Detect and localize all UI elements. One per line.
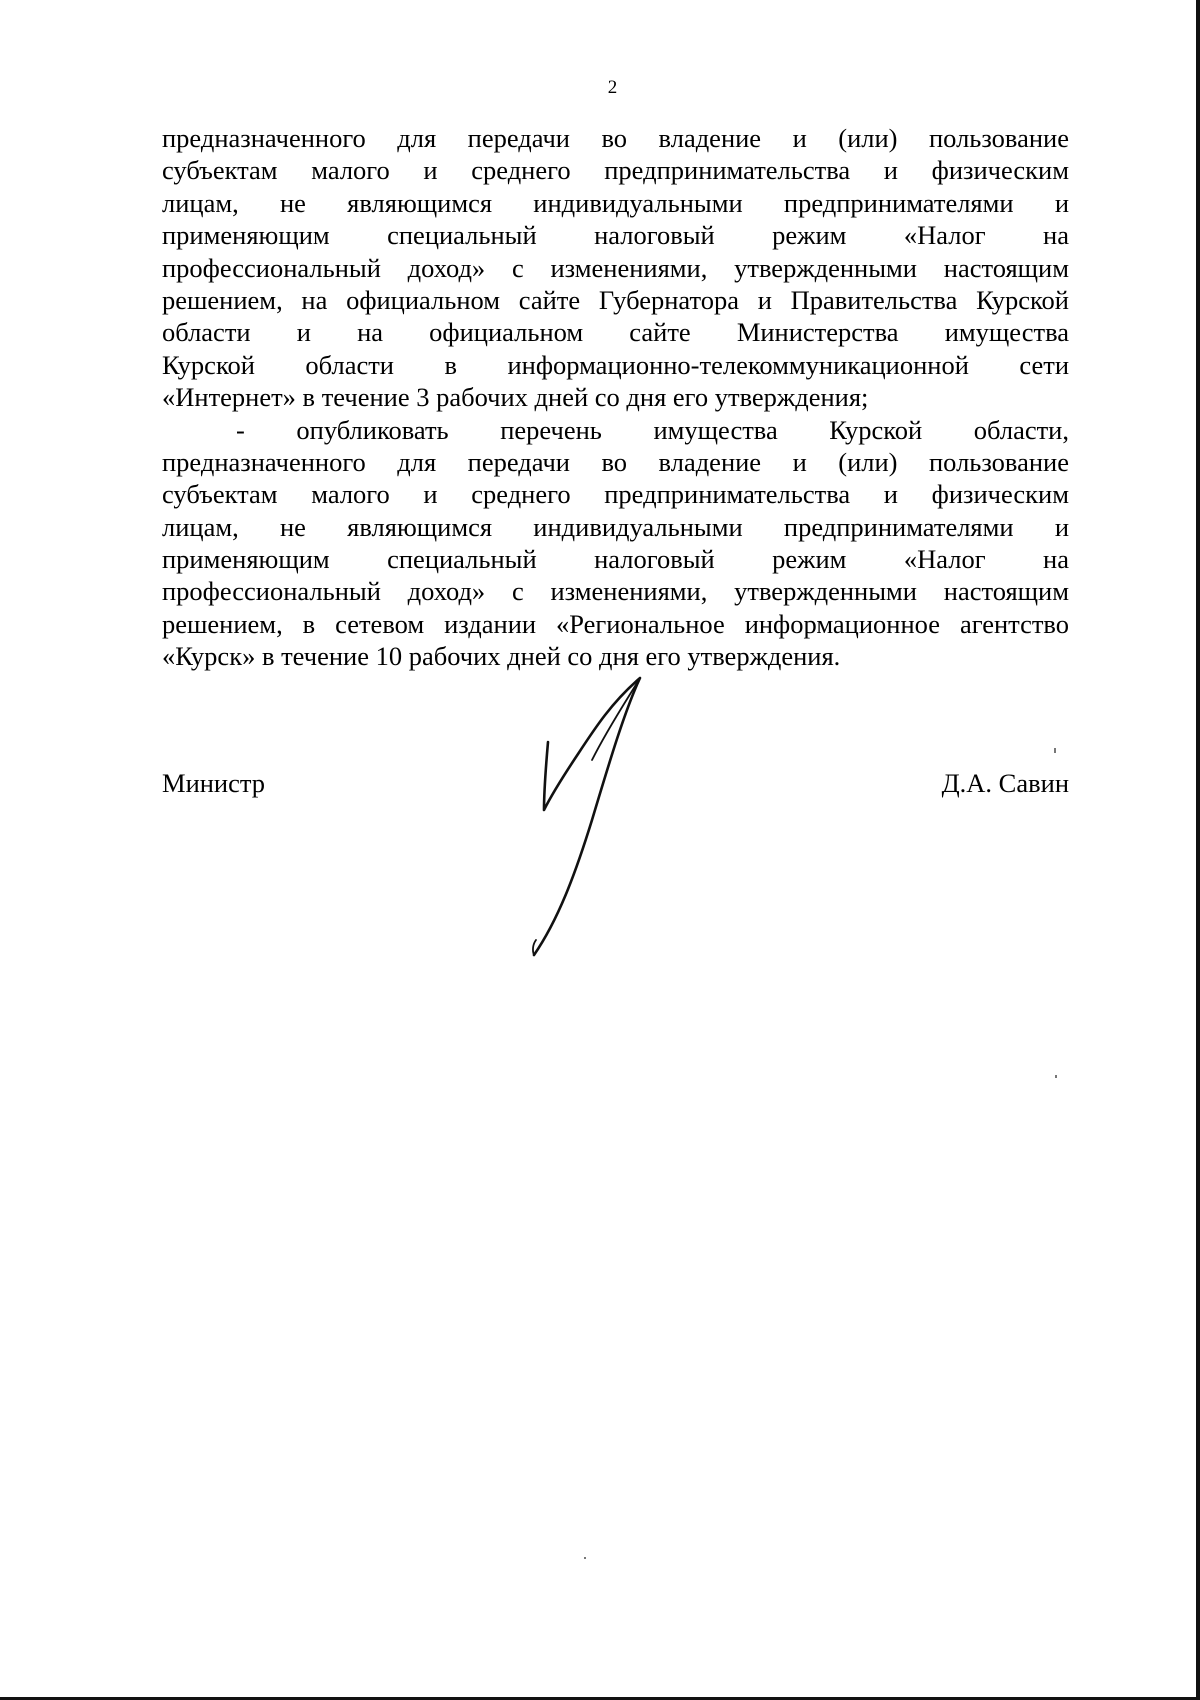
text-line: субъектам малого и среднего предпринимательства и физическим bbox=[162, 155, 1069, 186]
text-line: субъектам малого и среднего предпринимательства и физическим bbox=[162, 479, 1069, 510]
paragraph-2 bbox=[162, 414, 1069, 673]
scan-speck bbox=[1055, 1075, 1057, 1078]
scan-speck bbox=[1054, 748, 1056, 753]
text-line: решением, на официальном сайте Губернатора и Правительства Курской bbox=[162, 284, 1069, 315]
text-line: - опубликовать перечень имущества Курской области, bbox=[236, 414, 1069, 445]
text-line: профессиональный доход» с изменениями, утвержденными настоящим bbox=[162, 252, 1069, 283]
text-line: «Курск» в течение 10 рабочих дней со дня его утверждения. bbox=[162, 641, 841, 672]
handwritten-signature bbox=[520, 670, 660, 960]
paragraph-1 bbox=[162, 122, 1069, 414]
text-line: применяющим специальный налоговый режим «Налог на bbox=[162, 220, 1069, 251]
signatory-position: Министр bbox=[162, 768, 266, 798]
text-line: предназначенного для передачи во владение и (или) пользование bbox=[162, 446, 1069, 477]
text-line: Курской области в информационно-телекоммуникационной сети bbox=[162, 349, 1069, 380]
text-line: лицам, не являющимся индивидуальными предпринимателями и bbox=[162, 511, 1069, 542]
page-number: 2 bbox=[607, 77, 618, 98]
text-line: «Интернет» в течение 3 рабочих дней со дня его утверждения; bbox=[162, 382, 869, 413]
scan-edge-right bbox=[1196, 0, 1200, 1700]
text-line: лицам, не являющимся индивидуальными предпринимателями и bbox=[162, 187, 1069, 218]
document-body bbox=[162, 122, 1069, 673]
text-line: решением, в сетевом издании «Региональное информационное агентство bbox=[162, 608, 1069, 639]
text-line: предназначенного для передачи во владение и (или) пользование bbox=[162, 123, 1069, 153]
text-line: профессиональный доход» с изменениями, утвержденными настоящим bbox=[162, 576, 1069, 607]
signatory-name: Д.А. Савин bbox=[941, 768, 1069, 798]
scan-speck bbox=[584, 1557, 586, 1559]
text-line: области и на официальном сайте Министерства имущества bbox=[162, 317, 1069, 348]
text-line: применяющим специальный налоговый режим «Налог на bbox=[162, 544, 1069, 575]
